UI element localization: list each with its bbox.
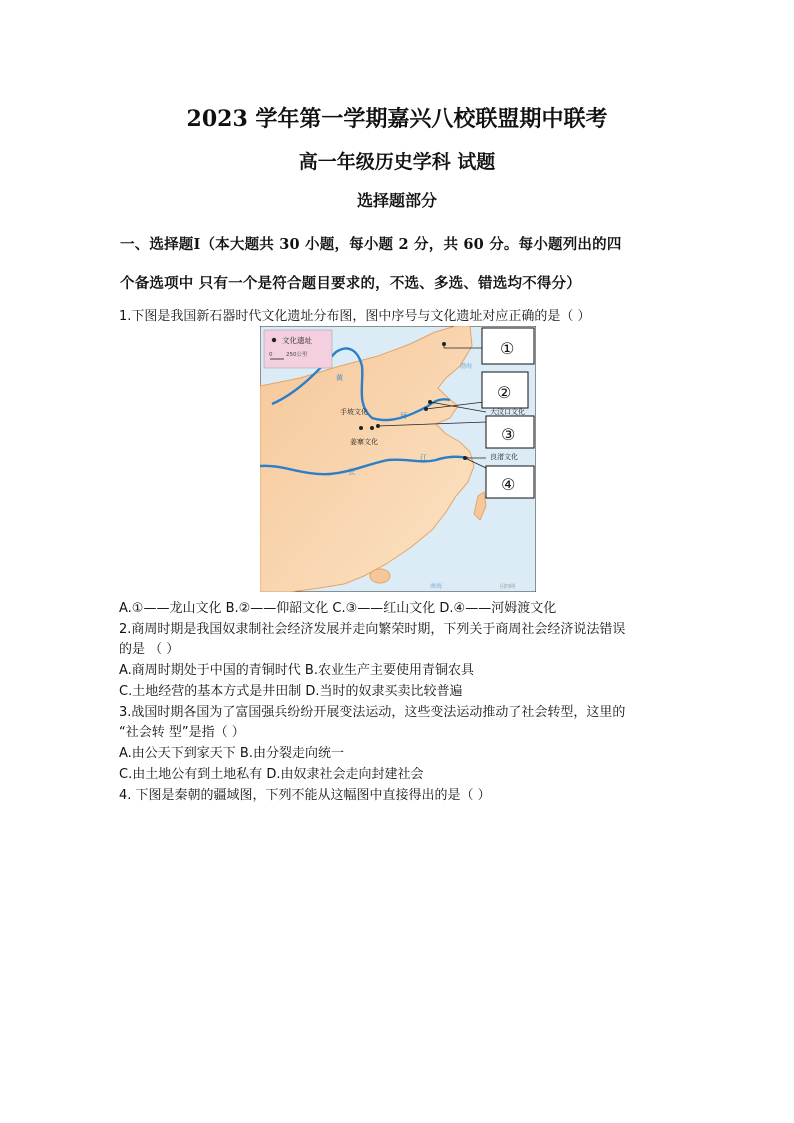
label-jiangzhai: 姜寨文化: [350, 438, 378, 446]
part-title: 选择题部分: [356, 191, 437, 210]
hainan-island: [370, 569, 390, 583]
section-instruction-line2: 个备选项中 只有一个是符合题目要求的，不选、多选、错选均不得分）: [120, 275, 581, 292]
svg-text:④: ④: [501, 475, 516, 494]
q1-stem: 1.下图是我国新石器时代文化遗址分布图，图中序号与文化遗址对应正确的是（ ）: [119, 309, 591, 324]
q3-options-line1: A.由公天下到家天下 B.由分裂走向统一: [119, 746, 344, 761]
label-jiang: 江: [420, 454, 427, 462]
q2-options-line2: C.土地经营的基本方式是井田制 D.当时的奴隶买卖比较普遍: [119, 684, 463, 699]
q4-stem: 4. 下图是秦朝的疆域图，下列不能从这幅图中直接得出的是（ ）: [119, 788, 491, 803]
section-instruction-line1: 一、选择题Ⅰ（本大题共 30 小题，每小题 2 分，共 60 分。每小题列出的四: [120, 236, 622, 253]
label-huang: 黄: [336, 374, 343, 382]
q2-stem-line2: 的是 （ ）: [119, 642, 180, 657]
site-dot-jiangzhai: [370, 426, 374, 430]
label-dawenkou: 大汶口文化: [490, 408, 525, 416]
neolithic-sites-map: [260, 326, 536, 592]
q2-stem-line1: 2.商周时期是我国奴隶制社会经济发展并走向繁荣时期，下列关于商周社会经济说法错误: [119, 622, 626, 637]
watermark: 闪四网: [500, 584, 516, 590]
svg-text:②: ②: [497, 383, 512, 402]
answer-box-1: [482, 328, 534, 364]
q2-options-line1: A.商周时期处于中国的青铜时代 B.农业生产主要使用青铜农具: [119, 663, 474, 678]
q1-options: A.①——龙山文化 B.②——仰韶文化 C.③——红山文化 D.④——河姆渡文化: [119, 601, 557, 616]
q3-stem-line2: “社会转 型”是指（ ）: [119, 725, 245, 740]
label-liangzhu: 良渚文化: [490, 453, 518, 461]
scale-zero: 0: [269, 352, 273, 358]
label-he: 河: [400, 412, 407, 420]
answer-box-2: [482, 372, 528, 408]
label-banpo: 手坡文化: [340, 408, 368, 416]
q3-options-line2: C.由土地公有到土地私有 D.由奴隶社会走向封建社会: [119, 767, 424, 782]
q3-stem-line1: 3.战国时期各国为了富国强兵纷纷开展变法运动，这些变法运动推动了社会转型，这里的: [119, 705, 626, 720]
legend-title: 文化遗址: [282, 336, 312, 345]
label-chang: 长: [348, 468, 355, 476]
answer-box-4: [486, 466, 534, 498]
site-dot-banpo: [359, 426, 363, 430]
svg-text:③: ③: [501, 425, 516, 444]
exam-subtitle: 高一年级历史学科 试题: [298, 151, 496, 173]
scale-label: 250公里: [286, 352, 308, 358]
svg-text:①: ①: [500, 339, 515, 358]
exam-title: 2023 学年第一学期嘉兴八校联盟期中联考: [186, 106, 608, 132]
label-bohai: 渤海: [460, 363, 473, 370]
answer-box-3: [486, 416, 534, 448]
label-nanhai: 南海: [430, 583, 443, 590]
